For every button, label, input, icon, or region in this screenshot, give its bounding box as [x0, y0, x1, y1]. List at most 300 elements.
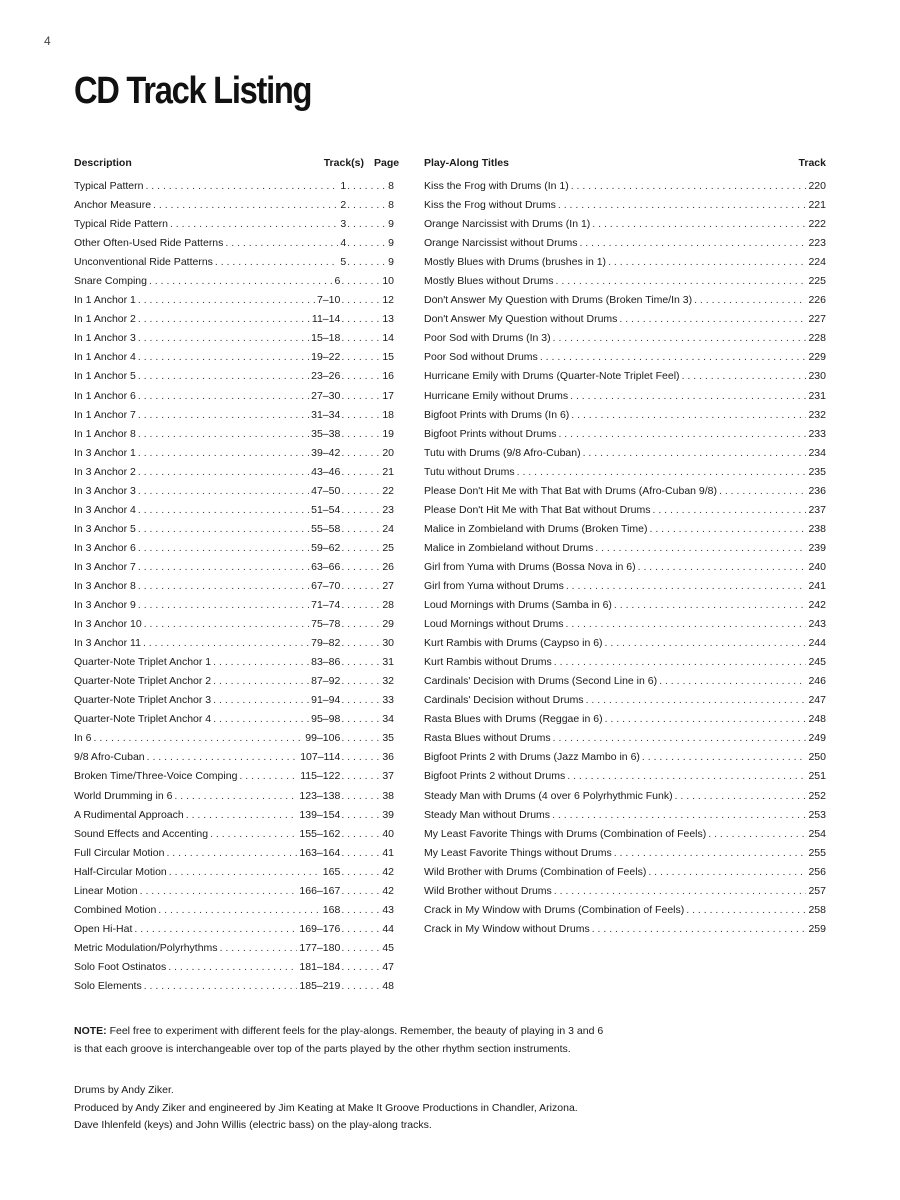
row-tracks: 177–180 — [299, 941, 341, 954]
table-row — [74, 729, 394, 748]
dot-leader — [341, 329, 381, 348]
table-header — [424, 155, 826, 171]
row-tracks: 107–114 — [300, 751, 341, 764]
dot-leader — [94, 729, 304, 748]
dot-leader — [341, 710, 381, 729]
dot-leader — [213, 672, 309, 691]
row-description: Typical Pattern — [74, 180, 144, 192]
table-row — [424, 329, 826, 348]
dot-leader — [143, 634, 309, 653]
table-row — [74, 825, 394, 844]
row-track: 227 — [808, 313, 826, 326]
dot-leader — [138, 329, 309, 348]
row-track: 232 — [808, 408, 826, 421]
row-title: Please Don't Hit Me with That Bat with Drums (Afro-Cuban 9/8) — [424, 484, 718, 497]
row-description: In 6 — [74, 732, 92, 745]
row-page: 33 — [382, 694, 394, 707]
dot-leader — [169, 863, 321, 882]
dot-leader — [213, 653, 309, 672]
table-row — [74, 520, 394, 539]
row-description: In 3 Anchor 8 — [74, 579, 136, 592]
row-description: In 1 Anchor 2 — [74, 313, 136, 326]
row-page: 13 — [382, 313, 394, 326]
dot-leader — [614, 844, 807, 863]
row-page: 30 — [382, 637, 394, 650]
table-row — [74, 539, 394, 558]
dot-leader — [144, 615, 309, 634]
table-row — [424, 767, 826, 786]
note-text-line-2: is that each groove is interchangeable over top of the parts played by the other rhythm section instruments. — [74, 1043, 571, 1055]
table-row — [424, 710, 826, 729]
row-tracks: 168 — [322, 903, 341, 916]
dot-leader — [215, 253, 338, 272]
row-track: 249 — [808, 732, 826, 745]
dot-leader — [341, 882, 381, 901]
table-row — [74, 977, 394, 996]
row-page: 9 — [388, 218, 394, 231]
table-row — [424, 444, 826, 463]
row-page: 16 — [382, 370, 394, 383]
table-row — [74, 215, 394, 234]
row-description: In 1 Anchor 6 — [74, 389, 136, 402]
dot-leader — [347, 215, 387, 234]
row-description: Half-Circular Motion — [74, 865, 167, 878]
dot-leader — [341, 653, 381, 672]
dot-leader — [138, 577, 309, 596]
dot-leader — [347, 234, 387, 253]
row-title: Wild Brother without Drums — [424, 884, 552, 897]
row-track: 234 — [808, 446, 826, 459]
row-title: Don't Answer My Question without Drums — [424, 313, 618, 326]
row-track: 224 — [808, 256, 826, 269]
row-track: 243 — [808, 618, 826, 631]
dot-leader — [341, 310, 381, 329]
cd-track-table — [74, 155, 400, 996]
row-page: 10 — [382, 275, 394, 288]
row-tracks: 87–92 — [311, 675, 341, 688]
row-page: 8 — [388, 180, 394, 192]
dot-leader — [220, 939, 298, 958]
dot-leader — [138, 291, 315, 310]
row-page: 23 — [382, 503, 394, 516]
dot-leader — [145, 177, 338, 196]
row-page: 25 — [382, 541, 394, 554]
table-row — [424, 367, 826, 386]
row-track: 252 — [808, 789, 826, 802]
row-title: Girl from Yuma without Drums — [424, 579, 564, 592]
row-page: 39 — [382, 808, 394, 821]
row-track: 241 — [808, 579, 826, 592]
row-track: 225 — [808, 275, 826, 288]
dot-leader — [619, 310, 806, 329]
table-row — [424, 748, 826, 767]
dot-leader — [168, 958, 297, 977]
dot-leader — [138, 406, 309, 425]
table-row — [424, 196, 826, 215]
dot-leader — [170, 215, 338, 234]
dot-leader — [719, 482, 806, 501]
dot-leader — [341, 596, 381, 615]
table-row — [424, 806, 826, 825]
row-tracks: 47–50 — [311, 484, 341, 497]
dot-leader — [341, 767, 381, 786]
row-title: Crack in My Window with Drums (Combination of Feels) — [424, 903, 685, 916]
row-tracks: 27–30 — [311, 389, 341, 402]
row-track: 258 — [808, 903, 826, 916]
row-description: Quarter-Note Triplet Anchor 4 — [74, 713, 212, 726]
row-description: Broken Time/Three-Voice Comping — [74, 770, 238, 783]
row-tracks: 15–18 — [311, 332, 341, 345]
row-page: 14 — [382, 332, 394, 345]
row-description: In 3 Anchor 2 — [74, 465, 136, 478]
dot-leader — [144, 977, 298, 996]
dot-leader — [347, 177, 387, 196]
table-body — [74, 177, 394, 996]
dot-leader — [341, 482, 381, 501]
table-row — [74, 406, 394, 425]
row-tracks: 2 — [340, 199, 347, 212]
row-tracks: 4 — [340, 237, 347, 250]
row-page: 37 — [382, 770, 394, 783]
table-row — [424, 729, 826, 748]
header-description: Description — [74, 157, 132, 169]
table-row — [424, 520, 826, 539]
row-track: 233 — [808, 427, 826, 440]
table-row — [74, 672, 394, 691]
dot-leader — [583, 444, 807, 463]
table-row — [424, 577, 826, 596]
row-title: Kiss the Frog with Drums (In 1) — [424, 180, 569, 192]
row-title: Cardinals' Decision without Drums — [424, 694, 584, 707]
row-tracks: 51–54 — [311, 503, 341, 516]
row-description: In 3 Anchor 7 — [74, 560, 136, 573]
dot-leader — [347, 253, 387, 272]
table-row — [74, 844, 394, 863]
table-row — [424, 901, 826, 920]
dot-leader — [571, 177, 807, 196]
row-tracks: 3 — [340, 218, 347, 231]
row-description: 9/8 Afro-Cuban — [74, 751, 145, 764]
table-row — [424, 863, 826, 882]
row-title: Tutu with Drums (9/8 Afro-Cuban) — [424, 446, 581, 459]
row-track: 230 — [808, 370, 826, 383]
row-page: 27 — [382, 579, 394, 592]
row-track: 228 — [808, 332, 826, 345]
row-track: 250 — [808, 751, 826, 764]
dot-leader — [341, 787, 381, 806]
table-row — [424, 406, 826, 425]
row-title: Malice in Zombieland without Drums — [424, 541, 594, 554]
table-row — [74, 234, 394, 253]
table-row — [424, 844, 826, 863]
dot-leader — [341, 806, 381, 825]
dot-leader — [134, 920, 297, 939]
dot-leader — [138, 539, 309, 558]
row-title: Hurricane Emily with Drums (Quarter-Note Triplet Feel) — [424, 370, 680, 383]
dot-leader — [347, 196, 387, 215]
table-row — [424, 787, 826, 806]
row-page: 42 — [382, 884, 394, 897]
row-page: 19 — [382, 427, 394, 440]
dot-leader — [659, 672, 806, 691]
table-row — [424, 253, 826, 272]
dot-leader — [341, 863, 381, 882]
dot-leader — [225, 234, 338, 253]
dot-leader — [341, 977, 381, 996]
row-track: 246 — [808, 675, 826, 688]
row-track: 238 — [808, 522, 826, 535]
dot-leader — [138, 596, 309, 615]
row-tracks: 181–184 — [299, 960, 341, 973]
row-track: 259 — [808, 922, 826, 935]
row-tracks: 75–78 — [311, 618, 341, 631]
row-track: 226 — [808, 294, 826, 307]
row-description: In 3 Anchor 9 — [74, 599, 136, 612]
table-row — [424, 596, 826, 615]
table-row — [424, 387, 826, 406]
row-tracks: 185–219 — [299, 979, 341, 992]
row-description: Quarter-Note Triplet Anchor 3 — [74, 694, 212, 707]
header-page: Page — [374, 157, 400, 169]
page-title: CD Track Listing — [74, 70, 312, 112]
dot-leader — [174, 787, 297, 806]
dot-leader — [239, 767, 298, 786]
dot-leader — [213, 691, 309, 710]
row-description: In 3 Anchor 3 — [74, 484, 136, 497]
row-page: 29 — [382, 618, 394, 631]
credit-line: Dave Ihlenfeld (keys) and John Willis (electric bass) on the play-along tracks. — [74, 1119, 432, 1131]
row-title: Bigfoot Prints without Drums — [424, 427, 557, 440]
row-description: Anchor Measure — [74, 199, 152, 212]
dot-leader — [341, 920, 381, 939]
row-title: Bigfoot Prints with Drums (In 6) — [424, 408, 570, 421]
table-row — [74, 863, 394, 882]
dot-leader — [540, 348, 807, 367]
row-tracks: 35–38 — [311, 427, 341, 440]
row-track: 256 — [808, 865, 826, 878]
dot-leader — [652, 501, 806, 520]
row-tracks: 1 — [340, 180, 347, 192]
row-page: 26 — [382, 560, 394, 573]
table-row — [74, 748, 394, 767]
dot-leader — [341, 444, 381, 463]
table-row — [424, 234, 826, 253]
row-description: Quarter-Note Triplet Anchor 1 — [74, 656, 212, 669]
dot-leader — [642, 748, 807, 767]
row-title: Orange Narcissist with Drums (In 1) — [424, 218, 591, 231]
row-title: Please Don't Hit Me with That Bat without Drums — [424, 503, 651, 516]
dot-leader — [341, 539, 381, 558]
dot-leader — [341, 672, 381, 691]
row-track: 245 — [808, 656, 826, 669]
row-title: Kurt Rambis with Drums (Caypso in 6) — [424, 637, 603, 650]
row-tracks: 55–58 — [311, 522, 341, 535]
table-row — [424, 291, 826, 310]
dot-leader — [147, 748, 299, 767]
dot-leader — [605, 634, 807, 653]
dot-leader — [138, 558, 309, 577]
row-title: Tutu without Drums — [424, 465, 515, 478]
dot-leader — [341, 748, 381, 767]
dot-leader — [153, 196, 338, 215]
dot-leader — [341, 501, 381, 520]
dot-leader — [341, 825, 381, 844]
row-page: 41 — [382, 846, 394, 859]
row-tracks: 91–94 — [311, 694, 341, 707]
row-title: Wild Brother with Drums (Combination of Feels) — [424, 865, 647, 878]
table-row — [424, 653, 826, 672]
dot-leader — [579, 234, 806, 253]
table-row — [424, 425, 826, 444]
row-description: Metric Modulation/Polyrhythms — [74, 941, 218, 954]
row-track: 237 — [808, 503, 826, 516]
row-page: 36 — [382, 751, 394, 764]
row-description: In 3 Anchor 11 — [74, 637, 141, 650]
table-row — [74, 691, 394, 710]
table-row — [74, 615, 394, 634]
dot-leader — [341, 291, 381, 310]
row-tracks: 7–10 — [316, 294, 341, 307]
row-title: My Least Favorite Things with Drums (Combination of Feels) — [424, 827, 707, 840]
row-title: Orange Narcissist without Drums — [424, 237, 578, 250]
dot-leader — [138, 310, 310, 329]
row-description: Solo Elements — [74, 979, 142, 992]
table-row — [424, 672, 826, 691]
dot-leader — [694, 291, 806, 310]
row-tracks: 163–164 — [299, 846, 341, 859]
row-page: 22 — [382, 484, 394, 497]
row-page: 43 — [382, 903, 394, 916]
row-track: 240 — [808, 560, 826, 573]
row-title: Crack in My Window without Drums — [424, 922, 590, 935]
row-description: Quarter-Note Triplet Anchor 2 — [74, 675, 212, 688]
row-page: 32 — [382, 675, 394, 688]
table-row — [74, 482, 394, 501]
row-description: In 3 Anchor 1 — [74, 446, 136, 459]
dot-leader — [341, 463, 381, 482]
row-track: 242 — [808, 599, 826, 612]
dot-leader — [138, 444, 309, 463]
row-title: Rasta Blues without Drums — [424, 732, 551, 745]
dot-leader — [341, 844, 381, 863]
row-page: 15 — [382, 351, 394, 364]
table-row — [74, 596, 394, 615]
dot-leader — [341, 939, 381, 958]
table-row — [74, 958, 394, 977]
row-title: Mostly Blues without Drums — [424, 275, 554, 288]
dot-leader — [341, 406, 381, 425]
row-page: 47 — [382, 960, 394, 973]
row-page: 20 — [382, 446, 394, 459]
dot-leader — [210, 825, 297, 844]
row-title: Bigfoot Prints 2 with Drums (Jazz Mambo in 6) — [424, 751, 640, 764]
row-title: Rasta Blues with Drums (Reggae in 6) — [424, 713, 603, 726]
row-tracks: 39–42 — [311, 446, 341, 459]
dot-leader — [140, 882, 298, 901]
row-title: Don't Answer My Question with Drums (Broken Time/In 3) — [424, 294, 693, 307]
header-play-along-titles: Play-Along Titles — [424, 157, 509, 169]
dot-leader — [566, 577, 807, 596]
dot-leader — [558, 425, 806, 444]
row-track: 253 — [808, 808, 826, 821]
dot-leader — [517, 463, 807, 482]
dot-leader — [341, 520, 381, 539]
row-tracks: 165 — [322, 865, 341, 878]
row-track: 231 — [808, 389, 826, 402]
row-track: 222 — [808, 218, 826, 231]
play-along-table — [424, 155, 826, 939]
dot-leader — [149, 272, 333, 291]
table-row — [424, 272, 826, 291]
row-title: Cardinals' Decision with Drums (Second Line in 6) — [424, 675, 658, 688]
table-row — [424, 539, 826, 558]
row-page: 42 — [382, 865, 394, 878]
row-description: A Rudimental Approach — [74, 808, 184, 821]
table-row — [74, 653, 394, 672]
dot-leader — [675, 787, 807, 806]
dot-leader — [571, 406, 806, 425]
row-description: Full Circular Motion — [74, 846, 165, 859]
table-row — [424, 882, 826, 901]
dot-leader — [341, 958, 381, 977]
row-track: 254 — [808, 827, 826, 840]
row-title: Poor Sod without Drums — [424, 351, 538, 364]
table-row — [424, 501, 826, 520]
dot-leader — [341, 615, 381, 634]
dot-leader — [556, 272, 807, 291]
row-description: Combined Motion — [74, 903, 157, 916]
row-title: Loud Mornings with Drums (Samba in 6) — [424, 599, 612, 612]
row-tracks: 31–34 — [311, 408, 341, 421]
row-tracks: 95–98 — [311, 713, 341, 726]
table-row — [74, 444, 394, 463]
row-title: Poor Sod with Drums (In 3) — [424, 332, 551, 345]
dot-leader — [341, 367, 381, 386]
credits — [74, 1082, 814, 1135]
row-page: 18 — [382, 408, 394, 421]
dot-leader — [570, 387, 806, 406]
table-row — [74, 501, 394, 520]
dot-leader — [638, 558, 807, 577]
row-description: Snare Comping — [74, 275, 147, 288]
dot-leader — [341, 729, 381, 748]
row-tracks: 99–106 — [305, 732, 341, 745]
dot-leader — [567, 767, 806, 786]
row-page: 38 — [382, 789, 394, 802]
table-row — [74, 367, 394, 386]
row-track: 239 — [808, 541, 826, 554]
row-description: In 1 Anchor 3 — [74, 332, 136, 345]
table-row — [424, 825, 826, 844]
row-title: Hurricane Emily without Drums — [424, 389, 569, 402]
dot-leader — [138, 425, 309, 444]
dot-leader — [138, 520, 309, 539]
dot-leader — [605, 710, 807, 729]
row-page: 8 — [388, 199, 394, 212]
row-track: 220 — [808, 180, 826, 192]
dot-leader — [553, 329, 807, 348]
row-page: 28 — [382, 599, 394, 612]
page-number: 4 — [44, 34, 51, 48]
dot-leader — [138, 463, 309, 482]
table-row — [74, 767, 394, 786]
dot-leader — [138, 482, 309, 501]
dot-leader — [341, 901, 381, 920]
table-row — [424, 634, 826, 653]
row-description: In 1 Anchor 1 — [74, 294, 136, 307]
row-tracks: 59–62 — [311, 541, 341, 554]
row-description: In 3 Anchor 6 — [74, 541, 136, 554]
